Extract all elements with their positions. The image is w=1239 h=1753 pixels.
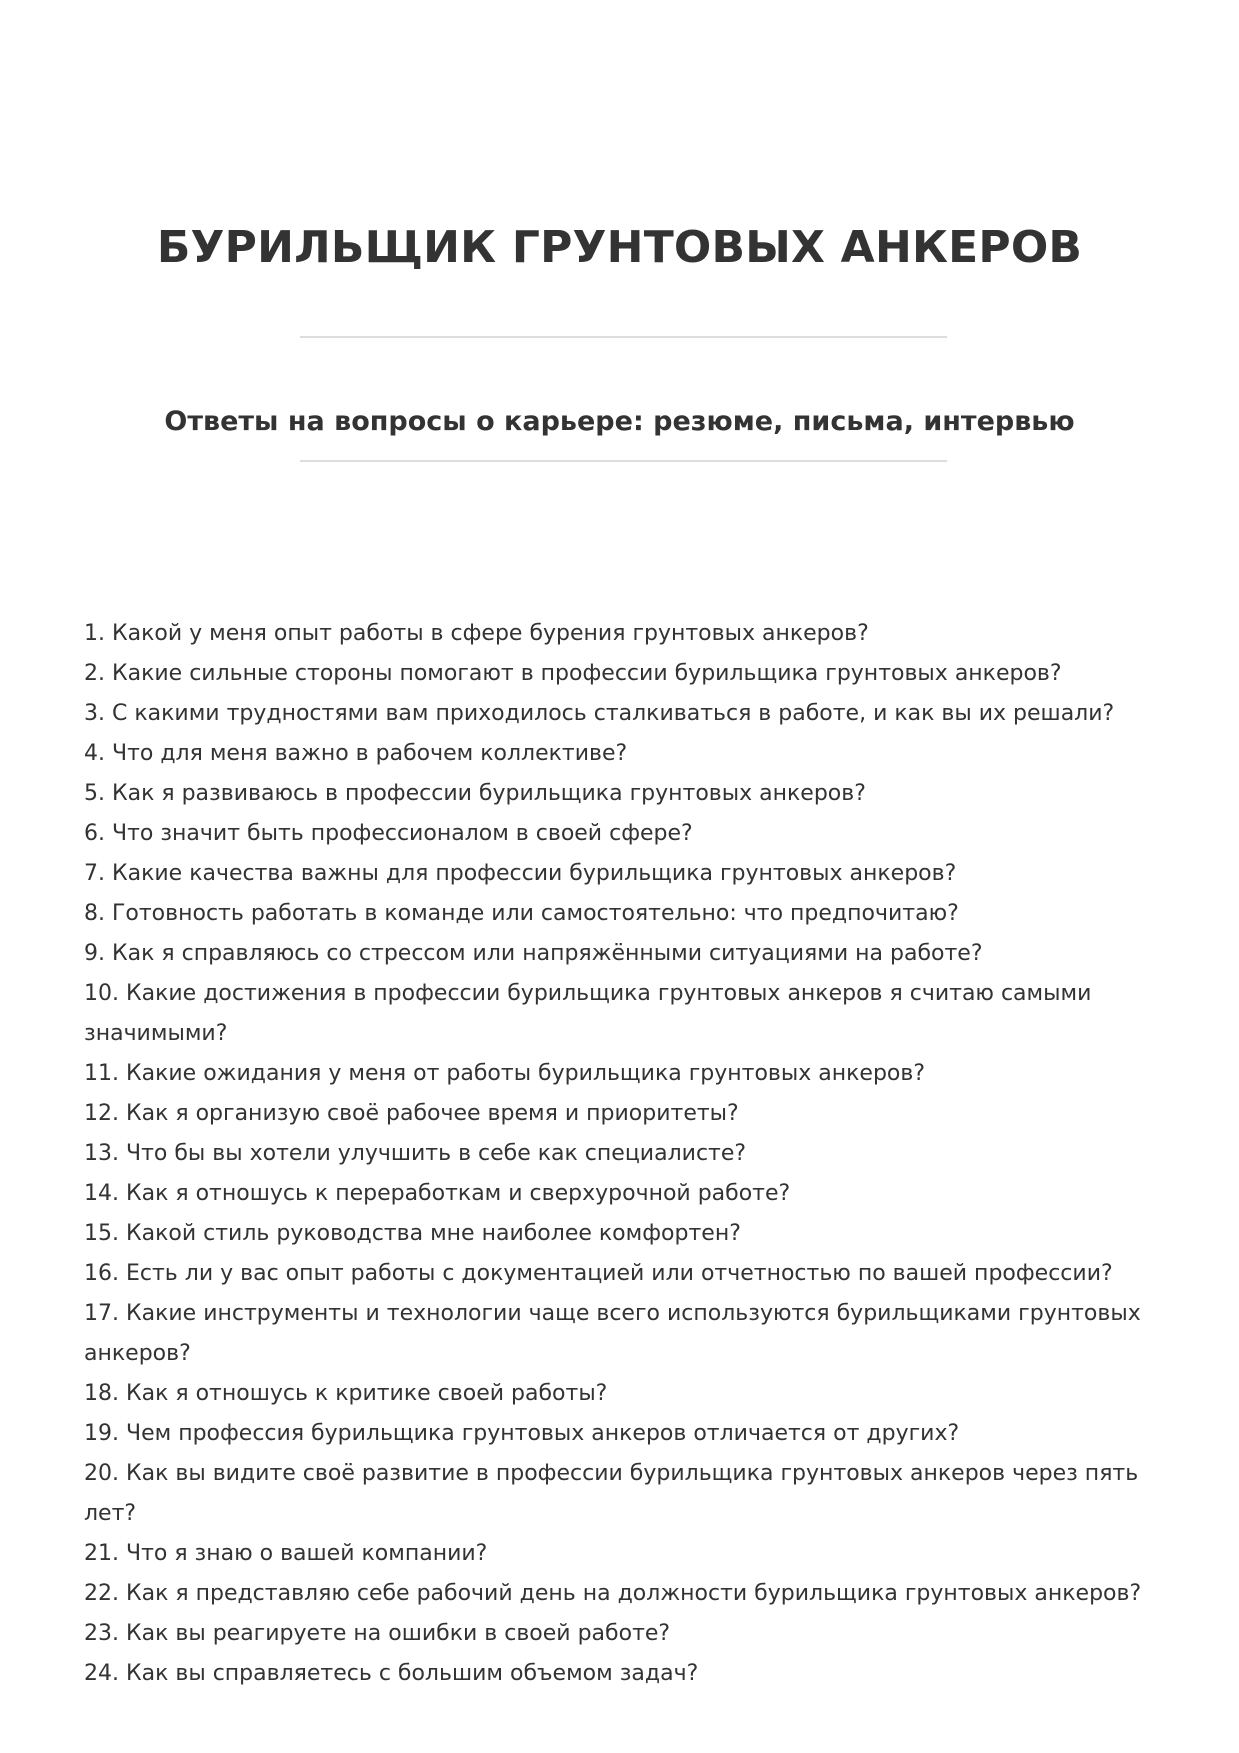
question-item: 11. Какие ожидания у меня от работы бурильщика грунтовых анкеров? [84, 1061, 926, 1086]
question-item: 24. Как вы справляетесь с большим объемом задач? [84, 1661, 699, 1686]
question-item: 13. Что бы вы хотели улучшить в себе как специалисте? [84, 1141, 747, 1166]
question-item: 12. Как я организую своё рабочее время и приоритеты? [84, 1101, 739, 1126]
question-item: 14. Как я отношусь к переработкам и сверхурочной работе? [84, 1181, 791, 1206]
page-subtitle: Ответы на вопросы о карьере: резюме, письма, интервью [164, 406, 1075, 438]
question-item: 23. Как вы реагируете на ошибки в своей работе? [84, 1621, 671, 1646]
question-item: 2. Какие сильные стороны помогают в профессии бурильщика грунтовых анкеров? [84, 661, 1062, 686]
question-item: 20. Как вы видите своё развитие в профессии бурильщика грунтовых анкеров через пять лет? [84, 1461, 1139, 1526]
question-item: 7. Какие качества важны для профессии бурильщика грунтовых анкеров? [84, 861, 957, 886]
question-item: 18. Как я отношусь к критике своей работы? [84, 1381, 608, 1406]
question-item: 4. Что для меня важно в рабочем коллективе? [84, 741, 628, 766]
questions-list [84, 614, 1159, 1694]
question-item: 6. Что значит быть профессионалом в своей сфере? [84, 821, 693, 846]
page-title: БУРИЛЬЩИК ГРУНТОВЫХ АНКЕРОВ [156, 222, 1083, 274]
question-item: 10. Какие достижения в профессии бурильщика грунтовых анкеров я считаю самыми значимыми? [84, 981, 1092, 1046]
bottom-divider [300, 460, 947, 462]
top-divider [300, 336, 947, 338]
question-item: 22. Как я представляю себе рабочий день на должности бурильщика грунтовых анкеров? [84, 1581, 1142, 1606]
question-item: 21. Что я знаю о вашей компании? [84, 1541, 488, 1566]
question-item: 19. Чем профессия бурильщика грунтовых анкеров отличается от других? [84, 1421, 960, 1446]
question-item: 15. Какой стиль руководства мне наиболее комфортен? [84, 1221, 741, 1246]
question-item: 17. Какие инструменты и технологии чаще всего используются бурильщиками грунтовых анкеров? [84, 1301, 1141, 1366]
question-item: 1. Какой у меня опыт работы в сфере бурения грунтовых анкеров? [84, 621, 869, 646]
question-item: 5. Как я развиваюсь в профессии бурильщика грунтовых анкеров? [84, 781, 866, 806]
question-item: 8. Готовность работать в команде или самостоятельно: что предпочитаю? [84, 901, 959, 926]
question-item: 3. С какими трудностями вам приходилось сталкиваться в работе, и как вы их решали? [84, 701, 1115, 726]
question-item: 9. Как я справляюсь со стрессом или напряжёнными ситуациями на работе? [84, 941, 983, 966]
question-item: 16. Есть ли у вас опыт работы с документацией или отчетностью по вашей профессии? [84, 1261, 1113, 1286]
